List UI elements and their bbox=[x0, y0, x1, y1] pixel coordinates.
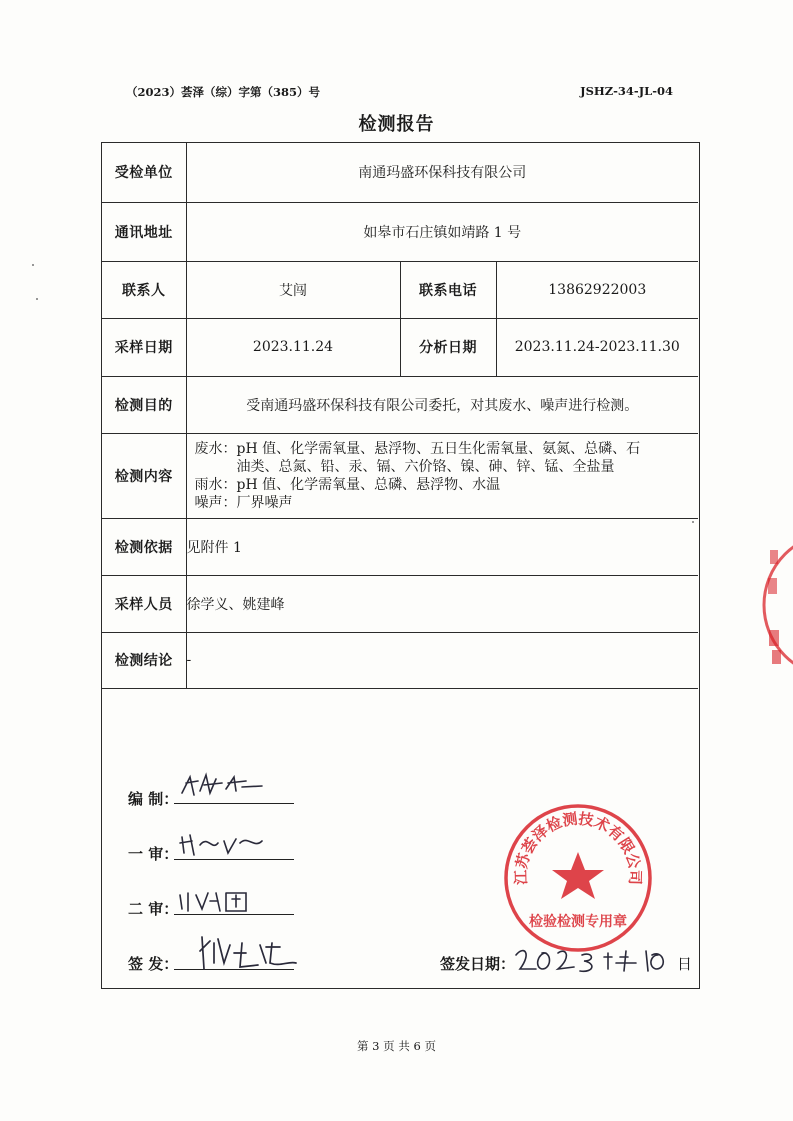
content-line-noise: 噪声：厂界噪声 bbox=[194, 494, 293, 511]
row-purpose bbox=[102, 376, 698, 433]
inspection-seal bbox=[500, 800, 656, 956]
address-value: 如皋市石庄镇如靖路 1 号 bbox=[186, 202, 698, 261]
scan-speck bbox=[692, 521, 694, 523]
purpose-label: 检测目的 bbox=[102, 376, 186, 433]
review2-label: 二 审： bbox=[128, 900, 179, 918]
document-number: （2023）荟泽（综）字第（385）号 bbox=[126, 85, 321, 99]
day-char: 日 bbox=[677, 955, 693, 973]
page-footer: 第 3 页 共 6 页 bbox=[357, 1039, 436, 1053]
basis-label: 检测依据 bbox=[102, 518, 186, 575]
content-value bbox=[186, 433, 698, 518]
basis-value: 见附件 1 bbox=[186, 518, 698, 575]
phone-label: 联系电话 bbox=[400, 261, 496, 318]
conclusion-label: 检测结论 bbox=[102, 632, 186, 688]
review1-label: 一 审： bbox=[128, 845, 179, 863]
seal-purpose-text: 检验检测专用章 bbox=[529, 914, 627, 930]
report-title: 检测报告 bbox=[358, 114, 435, 135]
scan-speck bbox=[36, 298, 38, 300]
row-sampler bbox=[102, 575, 698, 632]
row-basis bbox=[102, 518, 698, 575]
client-label: 受检单位 bbox=[102, 143, 186, 202]
compile-label: 编 制： bbox=[128, 790, 179, 808]
row-address bbox=[102, 202, 698, 261]
content-line-wastewater: 废水：pH 值、化学需氧量、悬浮物、五日生化需氧量、氨氮、总磷、石 bbox=[194, 440, 641, 457]
sampling-date-value: 2023.11.24 bbox=[186, 318, 400, 376]
row-client bbox=[102, 143, 698, 202]
seal-star-icon bbox=[552, 852, 604, 899]
row-conclusion bbox=[102, 632, 698, 688]
review1-line bbox=[174, 859, 294, 860]
client-value: 南通玛盛环保科技有限公司 bbox=[186, 143, 698, 202]
row-contact bbox=[102, 261, 698, 318]
content-label: 检测内容 bbox=[102, 433, 186, 518]
report-table bbox=[102, 143, 698, 689]
compile-line bbox=[174, 803, 294, 804]
phone-value: 13862922003 bbox=[496, 261, 698, 318]
issue-date-label: 签发日期： bbox=[440, 955, 516, 973]
row-content bbox=[102, 433, 698, 518]
compile-signature bbox=[176, 769, 266, 801]
address-label: 通讯地址 bbox=[102, 202, 186, 261]
row-dates bbox=[102, 318, 698, 376]
sampler-label: 采样人员 bbox=[102, 575, 186, 632]
sampling-date-label: 采样日期 bbox=[102, 318, 186, 376]
edge-seal-fragment bbox=[760, 520, 793, 690]
content-line-rainwater: 雨水：pH 值、化学需氧量、总磷、悬浮物、水温 bbox=[194, 476, 501, 493]
review2-signature bbox=[176, 885, 272, 915]
seal-org-text: 江苏荟泽检测技术有限公司 bbox=[511, 809, 645, 886]
sampler-value: 徐学义、姚建峰 bbox=[186, 575, 698, 632]
purpose-value: 受南通玛盛环保科技有限公司委托，对其废水、噪声进行检测。 bbox=[186, 376, 698, 433]
content-line-wastewater-cont: 油类、总氮、铅、汞、镉、六价铬、镍、砷、锌、锰、全盐量 bbox=[236, 458, 615, 475]
issue-label: 签 发： bbox=[128, 955, 179, 973]
contact-value: 艾闯 bbox=[186, 261, 400, 318]
review1-signature bbox=[178, 829, 264, 859]
contact-label: 联系人 bbox=[102, 261, 186, 318]
scan-speck bbox=[32, 264, 34, 266]
conclusion-value: - bbox=[186, 632, 698, 688]
analysis-date-label: 分析日期 bbox=[400, 318, 496, 376]
analysis-date-value: 2023.11.24-2023.11.30 bbox=[496, 318, 698, 376]
issue-signature bbox=[196, 933, 304, 973]
form-code: JSHZ-34-JL-04 bbox=[580, 84, 673, 98]
